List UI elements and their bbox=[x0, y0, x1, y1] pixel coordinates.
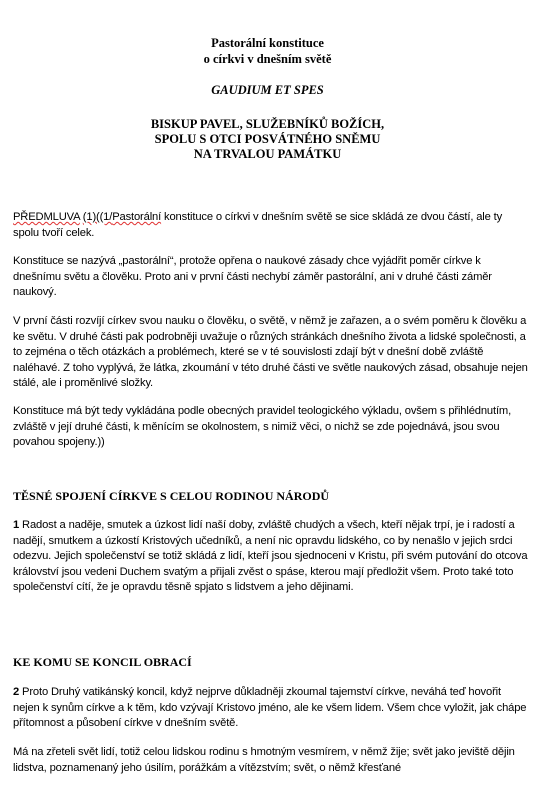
section-2-heading: KE KOMU SE KONCIL OBRACÍ bbox=[13, 655, 192, 669]
subtitle-line-2: SPOLU S OTCI POSVÁTNÉHO SNĚMU bbox=[154, 132, 381, 146]
document-title-line-1: Pastorální konstituce bbox=[211, 36, 324, 50]
subtitle-line-3: NA TRVALOU PAMÁTKU bbox=[193, 147, 342, 161]
article-number-1: 1 bbox=[13, 519, 20, 531]
section-1-heading: TĚSNÉ SPOJENÍ CÍRKVE S CELOU RODINOU NÁRODŮ bbox=[13, 489, 330, 503]
document-title-line-2: o církvi v dnešním světě bbox=[203, 52, 332, 66]
preface-paragraph-2: Konstituce se nazývá „pastorální“, protože opřena o naukové zásady chce vyjádřit poměr církve k dnešnímu světu a člověku. Proto ani v první části nechybí záměr pastorální, ani v druhé části záměr naukový. bbox=[13, 255, 492, 299]
spellcheck-word-pastoralni: Pastorální bbox=[112, 211, 162, 223]
section-2-paragraph-2: Má na zřeteli svět lidí, totiž celou lidskou rodinu s hmotným vesmírem, v němž žije; svět jako jeviště dějin lidstva, poznamenaný jeho úsilím, porážkám a vítězstvím; svět, o němž křesťané bbox=[13, 746, 515, 774]
section-1-text: Radost a naděje, smutek a úzkost lidí naší doby, zvláště chudých a všech, kteří nějak trpí, je i radostí a nadějí, smutkem a úzkostí Kristových učedníků, a není nic opravdu lidského, co by nenašlo v jejich srdci odezvu. Jejich společenství se totiž skládá z lidí, kteří jsou sjednoceni v Kristu, při svém putování do otcova království jsou vedeni Duchem svatým a přijali zvěst o spáse, kterou mají předložit všem. Proto také toto společenství cítí, že je opravdu těsně spjato s lidstvem a jeho dějinami. bbox=[13, 519, 528, 594]
preface-paragraph-3: V první části rozvíjí církev svou nauku o člověku, o světě, v němž je zařazen, a o svém poměru k člověku a ke světu. V druhé části pak podrobněji uvažuje o různých stránkách dnešního života a lidské společnosti, a to zejména o těch otázkách a problémech, které se v té souvislosti zdají být v dnešní době zvláště naléhavé. Z toho vyplývá, že látka, zkoumání v této druhé části ve světle naukových zásad, obsahuje nejen stálé, ale i proměnlivé složky. bbox=[13, 315, 528, 390]
section-1-paragraph bbox=[13, 518, 528, 596]
preface-paragraph-1-text: konstituce o církvi v dnešním světě se sice skládá ze dvou částí, ale ty spolu tvoří celek. bbox=[13, 211, 503, 239]
latin-title: GAUDIUM ET SPES bbox=[211, 83, 324, 97]
subtitle-line-1: BISKUP PAVEL, SLUŽEBNÍKŮ BOŽÍCH, bbox=[150, 117, 385, 131]
preface-paragraph-4: Konstituce má být tedy vykládána podle obecných pravidel teologického výkladu, ovšem s přihlédnutím, zvláště v její druhé části, k měnícím se okolnostem, s nimiž věci, o nichž se zde pojednává, jsou svou povahou spojeny.)) bbox=[13, 405, 512, 449]
spellcheck-word-number: (1)((1/ bbox=[82, 211, 113, 223]
section-2-paragraph-1 bbox=[13, 685, 528, 732]
section-2-text: Proto Druhý vatikánský koncil, když nejprve důkladněji zkoumal tajemství církve, neváhá teď hovořit nejen k synům církve a k těm, kdo vzývají Kristovo jméno, ale ke všem lidem. Všem chce vyložit, jak chápe přítomnost a působení církve v dnešním světě. bbox=[13, 686, 527, 730]
article-number-2: 2 bbox=[13, 686, 20, 698]
spellcheck-word-preface: PŘEDMLUVA bbox=[13, 211, 80, 223]
preface-paragraph-1 bbox=[13, 210, 528, 241]
